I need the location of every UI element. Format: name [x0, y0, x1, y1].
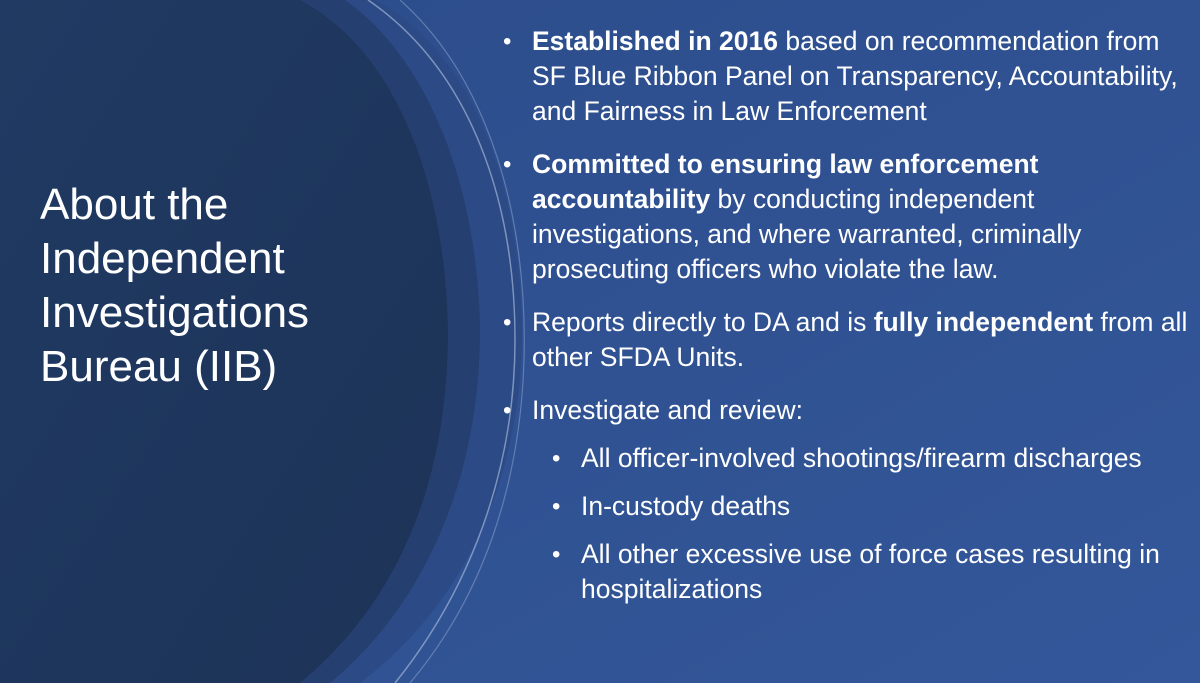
bullet-dot-icon: •	[503, 28, 512, 55]
sub-bullet-text: All other excessive use of force cases resulting in hospitalizations	[581, 539, 1160, 604]
bullet-item-investigate	[503, 393, 1193, 607]
bullet-item-established	[503, 24, 1193, 129]
bullet-bold-text: fully independent	[873, 307, 1094, 337]
bullet-bold-text: Established in 2016	[532, 26, 778, 56]
sub-bullet-item	[532, 441, 1193, 476]
sub-bullet-list	[532, 441, 1193, 607]
bullet-item-reports	[503, 305, 1193, 375]
bullet-text: Investigate and review:	[532, 395, 804, 425]
bullet-dot-icon: •	[552, 541, 561, 568]
bullet-dot-icon: •	[552, 445, 561, 472]
bullet-bold-text: Committed to ensuring law enforcement accountability	[532, 149, 1039, 214]
bullet-dot-icon: •	[503, 309, 512, 336]
slide-title: About the Independent Investigations Bureau (IIB)	[40, 180, 310, 391]
sub-bullet-text: In-custody deaths	[581, 491, 791, 521]
bullet-dot-icon: •	[552, 493, 561, 520]
sub-bullet-item	[532, 489, 1193, 524]
bullet-dot-icon: •	[503, 151, 512, 178]
sub-bullet-item	[532, 537, 1193, 607]
bullet-dot-icon: •	[503, 397, 512, 424]
bullet-text: based on recommendation from SF Blue Ribbon Panel on Transparency, Accountability, and Fairness in Law Enforcement	[532, 26, 1178, 126]
bullet-text: Reports directly to DA and is	[532, 307, 874, 337]
sub-bullet-text: All officer-involved shootings/firearm discharges	[581, 443, 1142, 473]
bullet-text-after: from all other SFDA Units.	[532, 307, 1188, 372]
bullet-list	[503, 24, 1193, 625]
bullet-text: by conducting independent investigations, and where warranted, criminally prosecuting officers who violate the law.	[532, 184, 1082, 284]
bullet-item-committed	[503, 147, 1193, 287]
